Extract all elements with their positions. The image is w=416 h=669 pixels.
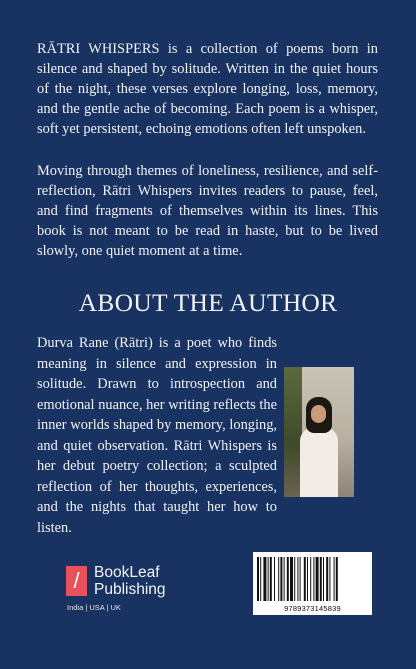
publisher-name (94, 564, 166, 598)
author-bio: Durva Rane (Rātri) is a poet who finds meaning in silence and expression in solitude. Drawn to introspection and emotional nuance, her writing reflects the inner worlds shaped by memory, longing, and quiet observation. Rātri Whispers is her debut poetry collection; a sculpted reflection of her thoughts, experiences, and the nights that taught her how to listen. (37, 335, 277, 536)
publisher-regions: India | USA | UK (67, 603, 121, 612)
blurb-paragraph-2: Moving through themes of loneliness, resilience, and self-reflection, Rātri Whispers invites readers to pause, feel, and find fragments of themselves within its lines. This book is not meant to be read in haste, but to be lived slowly, one quiet moment at a time. (37, 163, 378, 259)
isbn-number: 9789373145839 (284, 604, 341, 613)
publisher-name-line2: Publishing (94, 581, 166, 598)
publisher-logo-icon: / (66, 566, 87, 596)
about-author-heading: ABOUT THE AUTHOR (78, 288, 338, 317)
blurb-paragraph-1: RĀTRI WHISPERS is a collection of poems born in silence and shaped by solitude. Written in the quiet hours of the night, these verses explore longing, loss, memory, and the gentle ache of becoming. Each poem is a whisper, soft yet persistent, echoing emotions often left unspoken. (37, 41, 378, 137)
photo-figure-face (311, 405, 326, 423)
publisher-name-line1: BookLeaf (94, 564, 160, 581)
isbn-barcode (253, 552, 372, 615)
photo-figure-body (300, 427, 338, 497)
author-photo (284, 367, 354, 497)
barcode-bars (257, 557, 368, 601)
